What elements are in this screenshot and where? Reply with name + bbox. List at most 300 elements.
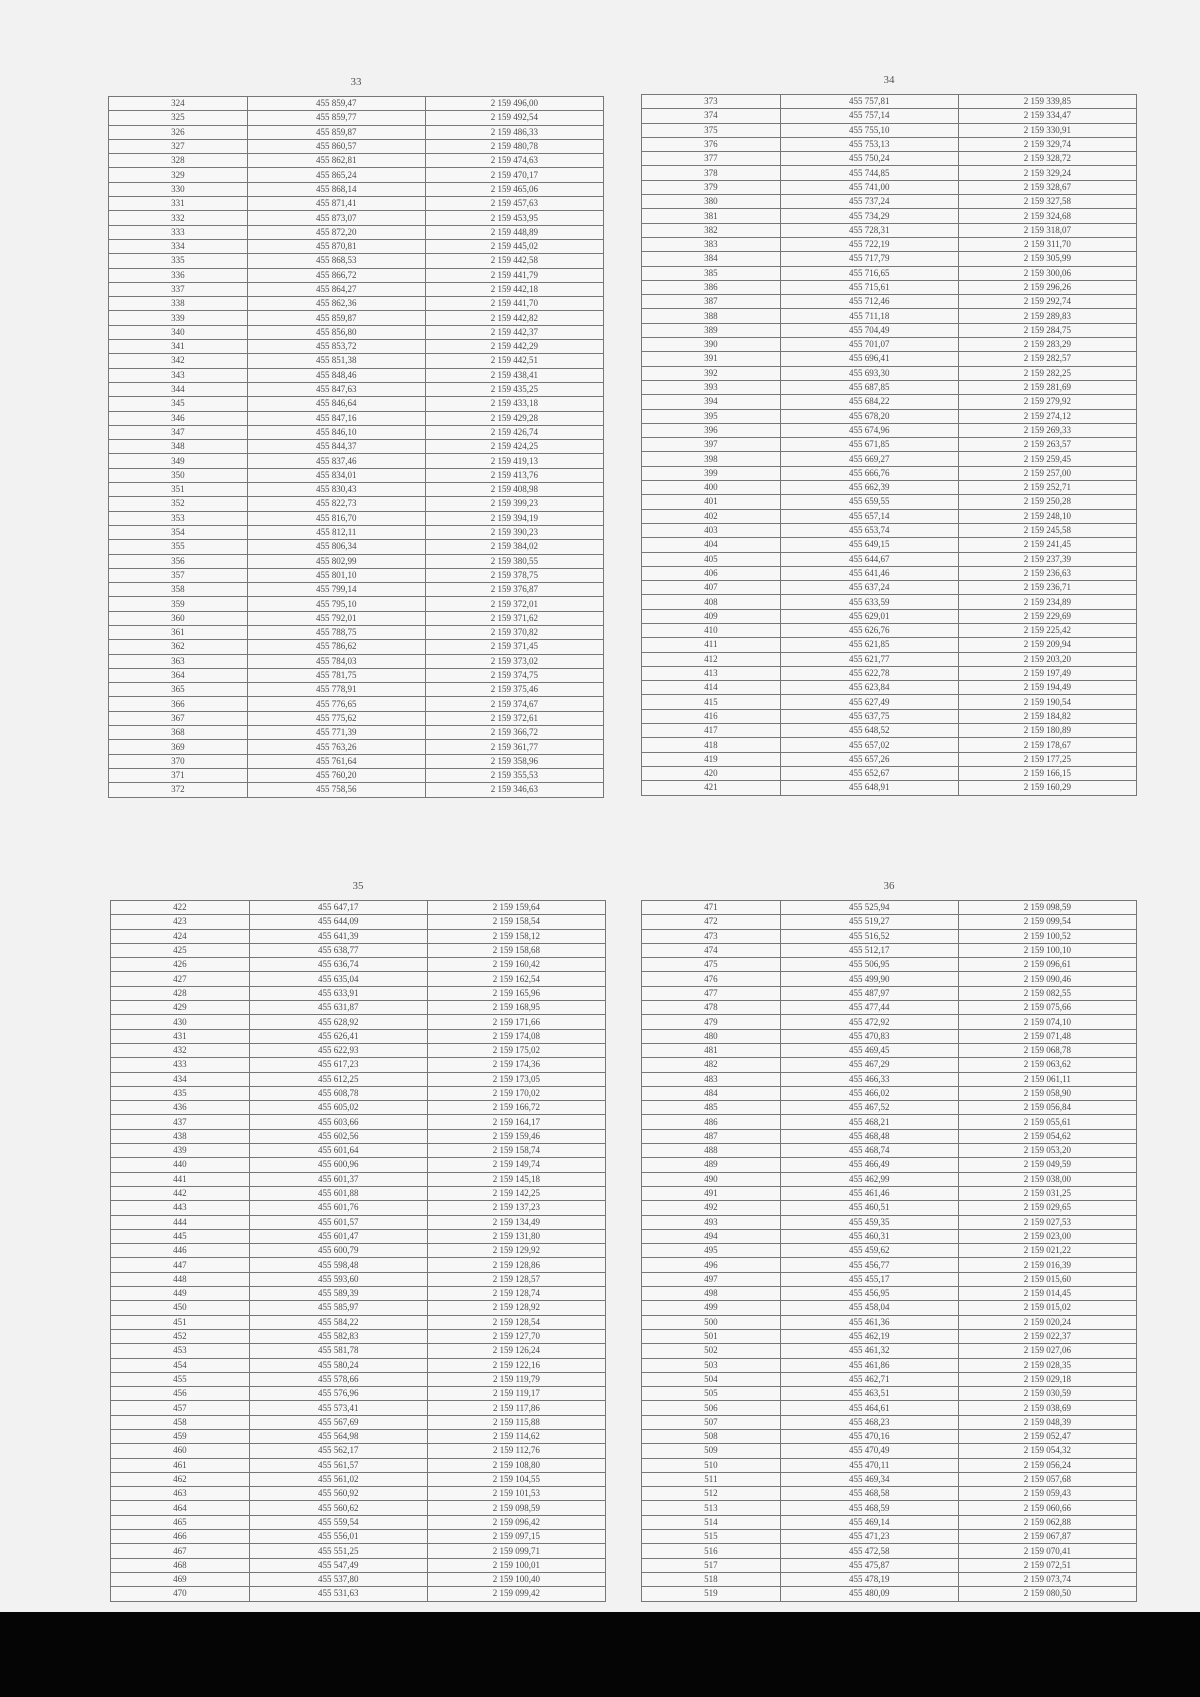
- y-coordinate-cell: 2 159 099,54: [958, 915, 1136, 929]
- table-row: [109, 254, 604, 268]
- x-coordinate-cell: 455 844,37: [247, 440, 425, 454]
- x-coordinate-cell: 455 678,20: [780, 409, 958, 423]
- point-number-cell: 450: [111, 1301, 250, 1315]
- x-coordinate-cell: 455 478,19: [780, 1572, 958, 1586]
- x-coordinate-cell: 455 608,78: [249, 1086, 427, 1100]
- x-coordinate-cell: 455 621,77: [780, 652, 958, 666]
- table-row: [642, 766, 1137, 780]
- table-row: [642, 781, 1137, 795]
- x-coordinate-cell: 455 873,07: [247, 211, 425, 225]
- table-row: [111, 1115, 606, 1129]
- x-coordinate-cell: 455 468,48: [780, 1129, 958, 1143]
- y-coordinate-cell: 2 159 496,00: [425, 97, 603, 111]
- x-coordinate-cell: 455 480,09: [780, 1587, 958, 1601]
- y-coordinate-cell: 2 159 112,76: [427, 1444, 605, 1458]
- page-34: [641, 74, 1137, 796]
- x-coordinate-cell: 455 870,81: [247, 239, 425, 253]
- point-number-cell: 481: [642, 1043, 781, 1057]
- y-coordinate-cell: 2 159 374,75: [425, 668, 603, 682]
- table-row: [109, 740, 604, 754]
- table-row: [109, 354, 604, 368]
- y-coordinate-cell: 2 159 358,96: [425, 754, 603, 768]
- x-coordinate-cell: 455 456,95: [780, 1287, 958, 1301]
- point-number-cell: 355: [109, 540, 248, 554]
- point-number-cell: 508: [642, 1429, 781, 1443]
- x-coordinate-cell: 455 771,39: [247, 726, 425, 740]
- y-coordinate-cell: 2 159 346,63: [425, 783, 603, 797]
- table-row: [109, 197, 604, 211]
- y-coordinate-cell: 2 159 160,29: [958, 781, 1136, 795]
- y-coordinate-cell: 2 159 413,76: [425, 468, 603, 482]
- x-coordinate-cell: 455 633,91: [249, 986, 427, 1000]
- y-coordinate-cell: 2 159 173,05: [427, 1072, 605, 1086]
- table-row: [642, 595, 1137, 609]
- x-coordinate-cell: 455 593,60: [249, 1272, 427, 1286]
- point-number-cell: 404: [642, 538, 781, 552]
- coordinate-table: [110, 900, 606, 1602]
- x-coordinate-cell: 455 629,01: [780, 609, 958, 623]
- x-coordinate-cell: 455 871,41: [247, 197, 425, 211]
- y-coordinate-cell: 2 159 122,16: [427, 1358, 605, 1372]
- point-number-cell: 328: [109, 154, 248, 168]
- point-number-cell: 483: [642, 1072, 781, 1086]
- y-coordinate-cell: 2 159 250,28: [958, 495, 1136, 509]
- x-coordinate-cell: 455 778,91: [247, 683, 425, 697]
- y-coordinate-cell: 2 159 128,74: [427, 1287, 605, 1301]
- point-number-cell: 407: [642, 581, 781, 595]
- y-coordinate-cell: 2 159 100,52: [958, 929, 1136, 943]
- table-row: [642, 1558, 1137, 1572]
- y-coordinate-cell: 2 159 100,40: [427, 1572, 605, 1586]
- page-33: [108, 76, 604, 798]
- x-coordinate-cell: 455 693,30: [780, 366, 958, 380]
- point-number-cell: 507: [642, 1415, 781, 1429]
- point-number-cell: 425: [111, 943, 250, 957]
- point-number-cell: 356: [109, 554, 248, 568]
- point-number-cell: 454: [111, 1358, 250, 1372]
- table-row: [642, 581, 1137, 595]
- y-coordinate-cell: 2 159 318,07: [958, 223, 1136, 237]
- point-number-cell: 470: [111, 1587, 250, 1601]
- table-row: [111, 1301, 606, 1315]
- point-number-cell: 443: [111, 1201, 250, 1215]
- point-number-cell: 484: [642, 1086, 781, 1100]
- table-row: [642, 1358, 1137, 1372]
- y-coordinate-cell: 2 159 263,57: [958, 438, 1136, 452]
- y-coordinate-cell: 2 159 054,32: [958, 1444, 1136, 1458]
- y-coordinate-cell: 2 159 292,74: [958, 295, 1136, 309]
- y-coordinate-cell: 2 159 075,66: [958, 1001, 1136, 1015]
- point-number-cell: 452: [111, 1329, 250, 1343]
- x-coordinate-cell: 455 458,04: [780, 1301, 958, 1315]
- x-coordinate-cell: 455 456,77: [780, 1258, 958, 1272]
- x-coordinate-cell: 455 460,51: [780, 1201, 958, 1215]
- x-coordinate-cell: 455 846,10: [247, 425, 425, 439]
- point-number-cell: 475: [642, 958, 781, 972]
- table-row: [111, 1058, 606, 1072]
- page-35: [110, 880, 606, 1602]
- x-coordinate-cell: 455 728,31: [780, 223, 958, 237]
- table-row: [109, 297, 604, 311]
- x-coordinate-cell: 455 784,03: [247, 654, 425, 668]
- table-row: [642, 1058, 1137, 1072]
- y-coordinate-cell: 2 159 328,72: [958, 152, 1136, 166]
- y-coordinate-cell: 2 159 074,10: [958, 1015, 1136, 1029]
- table-row: [109, 597, 604, 611]
- point-number-cell: 422: [111, 901, 250, 915]
- y-coordinate-cell: 2 159 038,69: [958, 1401, 1136, 1415]
- y-coordinate-cell: 2 159 090,46: [958, 972, 1136, 986]
- table-row: [642, 1129, 1137, 1143]
- y-coordinate-cell: 2 159 453,95: [425, 211, 603, 225]
- y-coordinate-cell: 2 159 442,58: [425, 254, 603, 268]
- point-number-cell: 406: [642, 566, 781, 580]
- table-row: [642, 1144, 1137, 1158]
- y-coordinate-cell: 2 159 061,11: [958, 1072, 1136, 1086]
- point-number-cell: 492: [642, 1201, 781, 1215]
- table-row: [111, 1329, 606, 1343]
- x-coordinate-cell: 455 623,84: [780, 681, 958, 695]
- table-row: [111, 1029, 606, 1043]
- x-coordinate-cell: 455 627,49: [780, 695, 958, 709]
- x-coordinate-cell: 455 475,87: [780, 1558, 958, 1572]
- point-number-cell: 370: [109, 754, 248, 768]
- table-row: [111, 1401, 606, 1415]
- y-coordinate-cell: 2 159 241,45: [958, 538, 1136, 552]
- table-row: [109, 268, 604, 282]
- x-coordinate-cell: 455 612,25: [249, 1072, 427, 1086]
- table-row: [109, 440, 604, 454]
- point-number-cell: 380: [642, 195, 781, 209]
- y-coordinate-cell: 2 159 248,10: [958, 509, 1136, 523]
- x-coordinate-cell: 455 684,22: [780, 395, 958, 409]
- x-coordinate-cell: 455 846,64: [247, 397, 425, 411]
- x-coordinate-cell: 455 758,56: [247, 783, 425, 797]
- table-row: [109, 340, 604, 354]
- y-coordinate-cell: 2 159 372,61: [425, 711, 603, 725]
- y-coordinate-cell: 2 159 171,66: [427, 1015, 605, 1029]
- x-coordinate-cell: 455 872,20: [247, 225, 425, 239]
- y-coordinate-cell: 2 159 072,51: [958, 1558, 1136, 1572]
- y-coordinate-cell: 2 159 158,68: [427, 943, 605, 957]
- point-number-cell: 434: [111, 1072, 250, 1086]
- point-number-cell: 503: [642, 1358, 781, 1372]
- y-coordinate-cell: 2 159 282,25: [958, 366, 1136, 380]
- point-number-cell: 464: [111, 1501, 250, 1515]
- y-coordinate-cell: 2 159 474,63: [425, 154, 603, 168]
- point-number-cell: 459: [111, 1429, 250, 1443]
- y-coordinate-cell: 2 159 015,02: [958, 1301, 1136, 1315]
- point-number-cell: 468: [111, 1558, 250, 1572]
- x-coordinate-cell: 455 462,19: [780, 1329, 958, 1343]
- y-coordinate-cell: 2 159 279,92: [958, 395, 1136, 409]
- y-coordinate-cell: 2 159 305,99: [958, 252, 1136, 266]
- table-row: [642, 481, 1137, 495]
- point-number-cell: 516: [642, 1544, 781, 1558]
- y-coordinate-cell: 2 159 098,59: [427, 1501, 605, 1515]
- point-number-cell: 435: [111, 1086, 250, 1100]
- y-coordinate-cell: 2 159 134,49: [427, 1215, 605, 1229]
- x-coordinate-cell: 455 847,63: [247, 382, 425, 396]
- x-coordinate-cell: 455 470,49: [780, 1444, 958, 1458]
- point-number-cell: 324: [109, 97, 248, 111]
- table-row: [111, 958, 606, 972]
- x-coordinate-cell: 455 653,74: [780, 523, 958, 537]
- point-number-cell: 486: [642, 1115, 781, 1129]
- table-row: [642, 1229, 1137, 1243]
- point-number-cell: 408: [642, 595, 781, 609]
- point-number-cell: 389: [642, 323, 781, 337]
- y-coordinate-cell: 2 159 158,54: [427, 915, 605, 929]
- x-coordinate-cell: 455 816,70: [247, 511, 425, 525]
- x-coordinate-cell: 455 637,75: [780, 709, 958, 723]
- table-row: [642, 986, 1137, 1000]
- x-coordinate-cell: 455 775,62: [247, 711, 425, 725]
- x-coordinate-cell: 455 644,67: [780, 552, 958, 566]
- x-coordinate-cell: 455 859,47: [247, 97, 425, 111]
- y-coordinate-cell: 2 159 311,70: [958, 237, 1136, 251]
- point-number-cell: 510: [642, 1458, 781, 1472]
- point-number-cell: 491: [642, 1186, 781, 1200]
- point-number-cell: 419: [642, 752, 781, 766]
- y-coordinate-cell: 2 159 174,36: [427, 1058, 605, 1072]
- point-number-cell: 438: [111, 1129, 250, 1143]
- point-number-cell: 506: [642, 1401, 781, 1415]
- point-number-cell: 358: [109, 583, 248, 597]
- point-number-cell: 371: [109, 768, 248, 782]
- point-number-cell: 412: [642, 652, 781, 666]
- table-row: [111, 1244, 606, 1258]
- x-coordinate-cell: 455 701,07: [780, 338, 958, 352]
- y-coordinate-cell: 2 159 164,17: [427, 1115, 605, 1129]
- y-coordinate-cell: 2 159 300,06: [958, 266, 1136, 280]
- point-number-cell: 430: [111, 1015, 250, 1029]
- table-row: [642, 609, 1137, 623]
- table-row: [642, 109, 1137, 123]
- x-coordinate-cell: 455 576,96: [249, 1387, 427, 1401]
- y-coordinate-cell: 2 159 117,86: [427, 1401, 605, 1415]
- x-coordinate-cell: 455 601,57: [249, 1215, 427, 1229]
- x-coordinate-cell: 455 516,52: [780, 929, 958, 943]
- y-coordinate-cell: 2 159 071,48: [958, 1029, 1136, 1043]
- y-coordinate-cell: 2 159 329,24: [958, 166, 1136, 180]
- y-coordinate-cell: 2 159 158,12: [427, 929, 605, 943]
- x-coordinate-cell: 455 602,56: [249, 1129, 427, 1143]
- x-coordinate-cell: 455 648,91: [780, 781, 958, 795]
- point-number-cell: 383: [642, 237, 781, 251]
- x-coordinate-cell: 455 715,61: [780, 280, 958, 294]
- x-coordinate-cell: 455 781,75: [247, 668, 425, 682]
- point-number-cell: 345: [109, 397, 248, 411]
- point-number-cell: 325: [109, 111, 248, 125]
- table-row: [109, 568, 604, 582]
- y-coordinate-cell: 2 159 165,96: [427, 986, 605, 1000]
- point-number-cell: 485: [642, 1101, 781, 1115]
- point-number-cell: 458: [111, 1415, 250, 1429]
- y-coordinate-cell: 2 159 435,25: [425, 382, 603, 396]
- table-row: [642, 943, 1137, 957]
- x-coordinate-cell: 455 666,76: [780, 466, 958, 480]
- point-number-cell: 390: [642, 338, 781, 352]
- x-coordinate-cell: 455 786,62: [247, 640, 425, 654]
- point-number-cell: 392: [642, 366, 781, 380]
- point-number-cell: 514: [642, 1515, 781, 1529]
- point-number-cell: 476: [642, 972, 781, 986]
- y-coordinate-cell: 2 159 082,55: [958, 986, 1136, 1000]
- table-row: [111, 1558, 606, 1572]
- x-coordinate-cell: 455 617,23: [249, 1058, 427, 1072]
- point-number-cell: 455: [111, 1372, 250, 1386]
- table-row: [642, 695, 1137, 709]
- x-coordinate-cell: 455 799,14: [247, 583, 425, 597]
- point-number-cell: 360: [109, 611, 248, 625]
- point-number-cell: 416: [642, 709, 781, 723]
- y-coordinate-cell: 2 159 054,62: [958, 1129, 1136, 1143]
- table-row: [642, 509, 1137, 523]
- x-coordinate-cell: 455 635,04: [249, 972, 427, 986]
- x-coordinate-cell: 455 519,27: [780, 915, 958, 929]
- y-coordinate-cell: 2 159 486,33: [425, 125, 603, 139]
- y-coordinate-cell: 2 159 015,60: [958, 1272, 1136, 1286]
- y-coordinate-cell: 2 159 429,28: [425, 411, 603, 425]
- x-coordinate-cell: 455 462,99: [780, 1172, 958, 1186]
- y-coordinate-cell: 2 159 128,57: [427, 1272, 605, 1286]
- y-coordinate-cell: 2 159 068,78: [958, 1043, 1136, 1057]
- x-coordinate-cell: 455 470,16: [780, 1429, 958, 1443]
- point-number-cell: 347: [109, 425, 248, 439]
- y-coordinate-cell: 2 159 433,18: [425, 397, 603, 411]
- point-number-cell: 414: [642, 681, 781, 695]
- y-coordinate-cell: 2 159 168,95: [427, 1001, 605, 1015]
- x-coordinate-cell: 455 862,36: [247, 297, 425, 311]
- x-coordinate-cell: 455 472,92: [780, 1015, 958, 1029]
- point-number-cell: 440: [111, 1158, 250, 1172]
- x-coordinate-cell: 455 763,26: [247, 740, 425, 754]
- table-row: [111, 1015, 606, 1029]
- point-number-cell: 439: [111, 1144, 250, 1158]
- point-number-cell: 384: [642, 252, 781, 266]
- y-coordinate-cell: 2 159 145,18: [427, 1172, 605, 1186]
- table-row: [642, 438, 1137, 452]
- point-number-cell: 442: [111, 1186, 250, 1200]
- x-coordinate-cell: 455 859,87: [247, 125, 425, 139]
- table-row: [109, 154, 604, 168]
- table-row: [642, 209, 1137, 223]
- x-coordinate-cell: 455 847,16: [247, 411, 425, 425]
- point-number-cell: 427: [111, 972, 250, 986]
- x-coordinate-cell: 455 744,85: [780, 166, 958, 180]
- point-number-cell: 490: [642, 1172, 781, 1186]
- x-coordinate-cell: 455 631,87: [249, 1001, 427, 1015]
- x-coordinate-cell: 455 741,00: [780, 180, 958, 194]
- point-number-cell: 342: [109, 354, 248, 368]
- point-number-cell: 513: [642, 1501, 781, 1515]
- point-number-cell: 396: [642, 423, 781, 437]
- table-row: [642, 309, 1137, 323]
- table-row: [109, 211, 604, 225]
- y-coordinate-cell: 2 159 160,42: [427, 958, 605, 972]
- table-row: [642, 466, 1137, 480]
- x-coordinate-cell: 455 601,76: [249, 1201, 427, 1215]
- table-row: [111, 1201, 606, 1215]
- point-number-cell: 424: [111, 929, 250, 943]
- y-coordinate-cell: 2 159 027,06: [958, 1344, 1136, 1358]
- table-row: [642, 195, 1137, 209]
- point-number-cell: 348: [109, 440, 248, 454]
- table-row: [109, 468, 604, 482]
- table-row: [109, 711, 604, 725]
- y-coordinate-cell: 2 159 229,69: [958, 609, 1136, 623]
- x-coordinate-cell: 455 757,81: [780, 95, 958, 109]
- x-coordinate-cell: 455 531,63: [249, 1587, 427, 1601]
- point-number-cell: 410: [642, 623, 781, 637]
- x-coordinate-cell: 455 837,46: [247, 454, 425, 468]
- x-coordinate-cell: 455 649,15: [780, 538, 958, 552]
- table-row: [642, 1244, 1137, 1258]
- point-number-cell: 365: [109, 683, 248, 697]
- table-row: [111, 1587, 606, 1601]
- y-coordinate-cell: 2 159 128,92: [427, 1301, 605, 1315]
- y-coordinate-cell: 2 159 099,71: [427, 1544, 605, 1558]
- table-row: [109, 583, 604, 597]
- x-coordinate-cell: 455 468,23: [780, 1415, 958, 1429]
- point-number-cell: 517: [642, 1558, 781, 1572]
- table-row: [111, 1501, 606, 1515]
- table-row: [642, 338, 1137, 352]
- x-coordinate-cell: 455 469,45: [780, 1043, 958, 1057]
- table-row: [111, 1487, 606, 1501]
- point-number-cell: 375: [642, 123, 781, 137]
- point-number-cell: 336: [109, 268, 248, 282]
- x-coordinate-cell: 455 647,17: [249, 901, 427, 915]
- point-number-cell: 496: [642, 1258, 781, 1272]
- x-coordinate-cell: 455 753,13: [780, 137, 958, 151]
- y-coordinate-cell: 2 159 328,67: [958, 180, 1136, 194]
- y-coordinate-cell: 2 159 166,15: [958, 766, 1136, 780]
- point-number-cell: 411: [642, 638, 781, 652]
- point-number-cell: 362: [109, 640, 248, 654]
- x-coordinate-cell: 455 755,10: [780, 123, 958, 137]
- point-number-cell: 329: [109, 168, 248, 182]
- table-row: [642, 1429, 1137, 1443]
- x-coordinate-cell: 455 459,35: [780, 1215, 958, 1229]
- point-number-cell: 498: [642, 1287, 781, 1301]
- y-coordinate-cell: 2 159 419,13: [425, 454, 603, 468]
- point-number-cell: 379: [642, 180, 781, 194]
- point-number-cell: 378: [642, 166, 781, 180]
- point-number-cell: 511: [642, 1472, 781, 1486]
- x-coordinate-cell: 455 757,14: [780, 109, 958, 123]
- table-row: [642, 1043, 1137, 1057]
- point-number-cell: 495: [642, 1244, 781, 1258]
- y-coordinate-cell: 2 159 442,18: [425, 282, 603, 296]
- table-row: [111, 1444, 606, 1458]
- table-row: [642, 1287, 1137, 1301]
- x-coordinate-cell: 455 622,78: [780, 666, 958, 680]
- y-coordinate-cell: 2 159 225,42: [958, 623, 1136, 637]
- x-coordinate-cell: 455 468,59: [780, 1501, 958, 1515]
- y-coordinate-cell: 2 159 339,85: [958, 95, 1136, 109]
- y-coordinate-cell: 2 159 465,06: [425, 182, 603, 196]
- table-row: [642, 1530, 1137, 1544]
- point-number-cell: 518: [642, 1572, 781, 1586]
- table-row: [111, 1272, 606, 1286]
- y-coordinate-cell: 2 159 014,45: [958, 1287, 1136, 1301]
- y-coordinate-cell: 2 159 426,74: [425, 425, 603, 439]
- table-row: [642, 1572, 1137, 1586]
- y-coordinate-cell: 2 159 376,87: [425, 583, 603, 597]
- point-number-cell: 453: [111, 1344, 250, 1358]
